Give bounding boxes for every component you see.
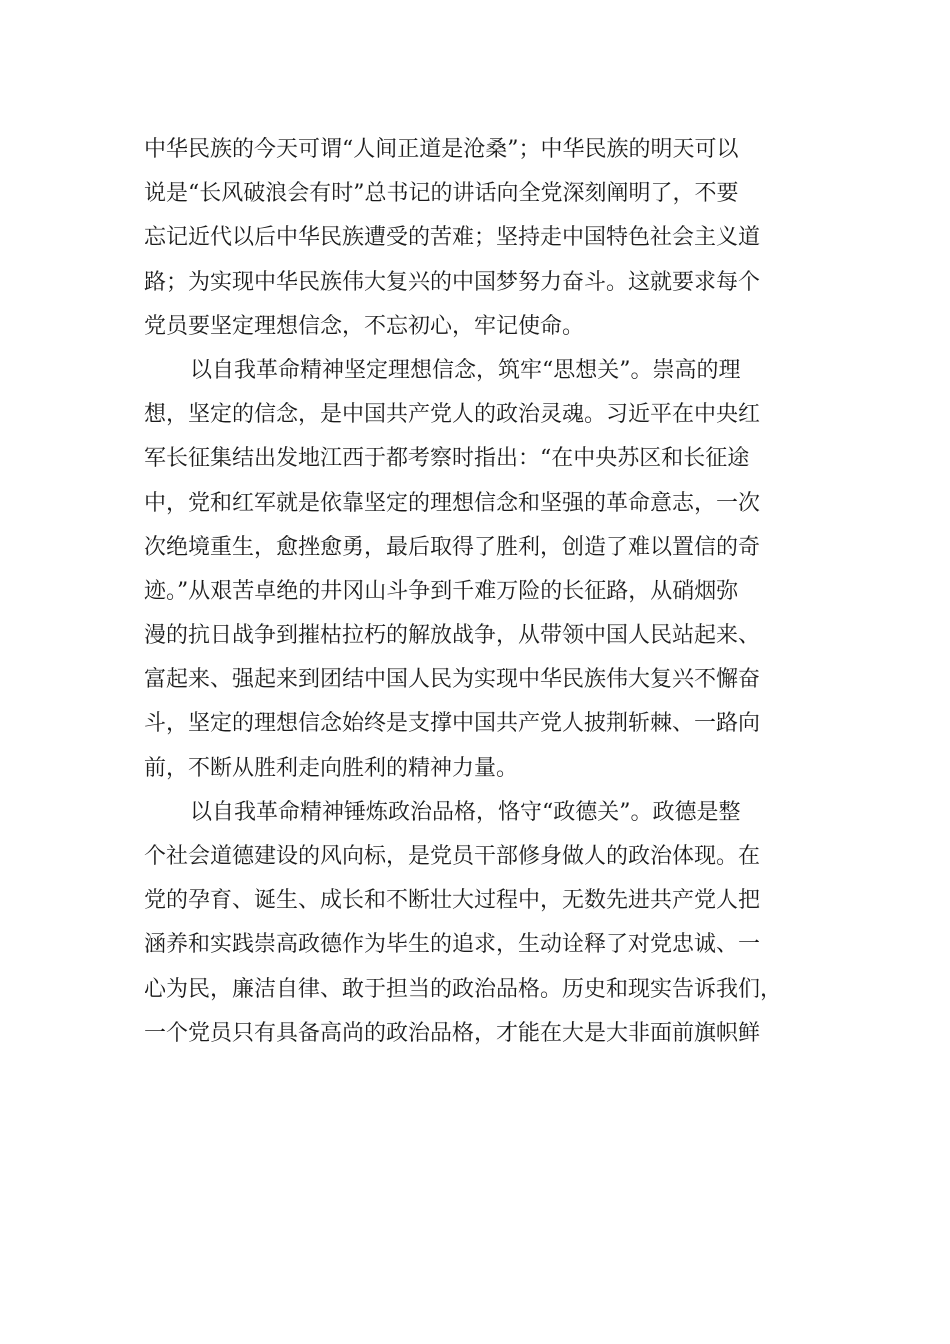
text-line: 一个党员只有具备高尚的政治品格，才能在大是大非面前旗帜鲜	[144, 1020, 761, 1046]
text-line: 路；为实现中华民族伟大复兴的中国梦努力奋斗。这就要求每个	[144, 269, 761, 295]
text-line: 军长征集结出发地江西于都考察时指出：“在中央苏区和长征途	[144, 446, 750, 472]
text-line: 富起来、强起来到团结中国人民为实现中华民族伟大复兴不懈奋	[144, 667, 761, 693]
text-line: 心为民，廉洁自律、敢于担当的政治品格。历史和现实告诉我们，	[144, 976, 783, 1002]
text-line: 党的孕育、诞生、成长和不断壮大过程中，无数先进共产党人把	[144, 888, 761, 914]
text-line: 以自我革命精神坚定理想信念，筑牢“思想关”。崇高的理	[190, 357, 741, 383]
text-line: 个社会道德建设的风向标，是党员干部修身做人的政治体现。在	[144, 844, 761, 869]
text-line: 迹。”从艰苦卓绝的井冈山斗争到千难万险的长征路，从硝烟弥	[144, 578, 739, 604]
text-line: 想，坚定的信念，是中国共产党人的政治灵魂。习近平在中央红	[144, 402, 761, 428]
text-line: 次绝境重生，愈挫愈勇，最后取得了胜利，创造了难以置信的奇	[144, 534, 761, 560]
text-line: 忘记近代以后中华民族遭受的苦难；坚持走中国特色社会主义道	[144, 225, 761, 251]
text-line: 说是“长风破浪会有时”总书记的讲话向全党深刻阐明了，不要	[144, 181, 739, 207]
document-page	[144, 128, 794, 1056]
text-line: 党员要坚定理想信念，不忘初心，牢记使命。	[144, 313, 585, 339]
text-line: 中，党和红军就是依靠坚定的理想信念和坚强的革命意志，一次	[144, 490, 761, 516]
text-line: 涵养和实践崇高政德作为毕生的追求，生动诠释了对党忠诚、一	[144, 932, 761, 958]
text-line: 斗，坚定的理想信念始终是支撑中国共产党人披荆斩棘、一路向	[144, 711, 761, 737]
paragraph-3	[144, 791, 794, 1056]
paragraph-2	[144, 349, 794, 791]
text-line: 中华民族的今天可谓“人间正道是沧桑”；中华民族的明天可以	[144, 137, 739, 162]
paragraph-1	[144, 128, 794, 349]
text-line: 漫的抗日战争到摧枯拉朽的解放战争，从带领中国人民站起来、	[144, 623, 761, 649]
text-line: 前，不断从胜利走向胜利的精神力量。	[144, 755, 519, 781]
text-line: 以自我革命精神锤炼政治品格，恪守“政德关”。政德是整	[190, 799, 741, 825]
